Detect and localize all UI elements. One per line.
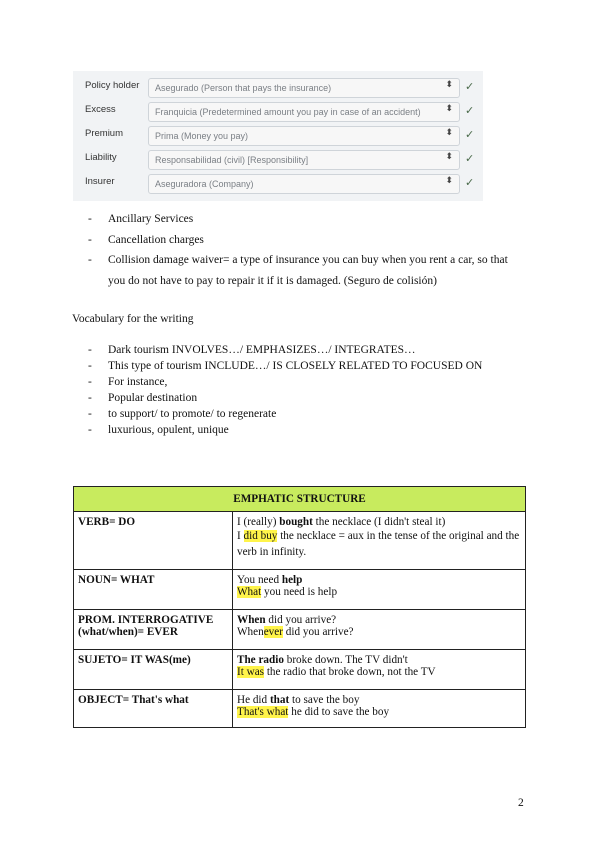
text-run: I (really): [237, 516, 280, 528]
excess-select[interactable]: [148, 102, 460, 122]
highlighted-text: What: [237, 586, 262, 598]
bullet-dash: -: [88, 424, 92, 436]
list-item: [88, 250, 518, 291]
table-title: EMPHATIC STRUCTURE: [74, 487, 526, 512]
list-item-text: Ancillary Services: [108, 213, 194, 225]
select-arrows-icon: ⬍: [445, 151, 453, 161]
bullet-dash: -: [88, 376, 92, 388]
list-item-text: Dark tourism INVOLVES…/ EMPHASIZES…/ INTEGRATES…: [108, 344, 416, 356]
table-row: [74, 690, 526, 728]
example-cell: [233, 512, 526, 570]
text-run: he did to save the boy: [288, 706, 390, 718]
text-run: to save the boy: [289, 694, 360, 706]
form-label: Policy holder: [85, 80, 140, 91]
list-item-text: This type of tourism INCLUDE…/ IS CLOSELY RELATED TO FOCUSED ON: [108, 360, 483, 372]
example-line: [237, 528, 521, 560]
bullet-dash: -: [88, 233, 92, 246]
highlighted-text: ever: [263, 626, 283, 638]
bold-text: that: [269, 694, 290, 706]
bullet-dash: -: [88, 344, 92, 356]
form-row-insurer: [73, 172, 483, 196]
vocabulary-list: [88, 343, 528, 439]
highlighted-text: did buy: [243, 530, 278, 542]
list-item: [88, 391, 528, 407]
select-value: Responsabilidad (civil) [Responsibility]: [155, 155, 309, 165]
select-arrows-icon: ⬍: [445, 175, 453, 185]
text-run: the necklace = aux in the tense of the original and the verb in infinity.: [237, 530, 520, 558]
example-line: [237, 586, 521, 598]
bullet-dash: -: [88, 408, 92, 420]
bullet-dash: -: [88, 213, 92, 225]
highlighted-text: It was: [237, 666, 265, 678]
form-row-excess: [73, 100, 483, 124]
form-row-premium: [73, 124, 483, 148]
bold-text: When: [237, 614, 266, 626]
list-item-text: Collision damage waiver= a type of insurance you can buy when you rent a car, so that you do not have to pay to repair it if it is damaged. (Seguro de colisión): [108, 254, 508, 287]
check-icon: ✓: [465, 81, 475, 93]
check-icon: ✓: [465, 153, 475, 165]
highlighted-text: That's what: [237, 706, 289, 718]
form-label: Insurer: [85, 176, 115, 187]
example-cell: [233, 610, 526, 650]
policy-holder-select[interactable]: [148, 78, 460, 98]
table-row: [74, 610, 526, 650]
list-item: [88, 212, 518, 233]
premium-select[interactable]: [148, 126, 460, 146]
table-row: [74, 570, 526, 610]
example-cell: [233, 690, 526, 728]
text-run: did you arrive?: [265, 614, 337, 626]
list-item: [88, 375, 528, 391]
select-value: Asegurado (Person that pays the insurance): [155, 83, 332, 93]
bullet-dash: -: [88, 392, 92, 404]
example-line: [237, 626, 521, 638]
check-icon: ✓: [465, 105, 475, 117]
structure-label: PROM. INTERROGATIVE (what/when)= EVER: [74, 610, 233, 650]
example-line: [237, 706, 521, 718]
select-arrows-icon: ⬍: [445, 103, 453, 113]
table-row: [74, 650, 526, 690]
text-run: the necklace (I didn't steal it): [312, 516, 446, 528]
structure-label: OBJECT= That's what: [74, 690, 233, 728]
example-line: [237, 694, 521, 706]
select-arrows-icon: ⬍: [445, 79, 453, 89]
table-header-row: [74, 487, 526, 512]
insurance-form-image: [73, 71, 483, 201]
text-run: When: [237, 626, 264, 638]
bullet-dash: -: [88, 254, 92, 266]
example-line: [237, 574, 521, 586]
text-run: broke down. The TV didn't: [283, 654, 408, 666]
example-line: [237, 516, 521, 528]
list-item: [88, 343, 528, 359]
bold-text: bought: [279, 516, 313, 528]
structure-label: NOUN= WHAT: [74, 570, 233, 610]
example-line: [237, 654, 521, 666]
list-item: [88, 407, 528, 423]
form-label: Excess: [85, 104, 116, 115]
form-label: Liability: [85, 152, 117, 163]
example-cell: [233, 570, 526, 610]
text-run: You need: [237, 574, 282, 586]
check-icon: ✓: [465, 177, 475, 189]
list-item-text: luxurious, opulent, unique: [108, 424, 229, 436]
select-arrows-icon: ⬍: [445, 127, 453, 137]
bullet-dash: -: [88, 360, 92, 372]
check-icon: ✓: [465, 129, 475, 141]
insurance-terms-list: [88, 212, 518, 291]
text-run: did you arrive?: [282, 626, 354, 638]
text-run: the radio that broke down, not the TV: [264, 666, 436, 678]
list-item: [88, 423, 528, 439]
text-run: He did: [237, 694, 270, 706]
structure-label: SUJETO= IT WAS(me): [74, 650, 233, 690]
example-line: [237, 666, 521, 678]
example-cell: [233, 650, 526, 690]
list-item: [88, 359, 528, 375]
liability-select[interactable]: [148, 150, 460, 170]
vocabulary-heading: Vocabulary for the writing: [72, 313, 194, 325]
bold-text: The radio: [237, 654, 284, 666]
table-row: [74, 512, 526, 570]
example-line: [237, 614, 521, 626]
form-row-policy-holder: [73, 76, 483, 100]
select-value: Aseguradora (Company): [155, 179, 254, 189]
text-run: I: [237, 530, 244, 542]
form-label: Premium: [85, 128, 124, 139]
emphatic-structure-table: [73, 486, 526, 728]
page-number: 2: [518, 797, 524, 809]
insurer-select[interactable]: [148, 174, 460, 194]
list-item-text: to support/ to promote/ to regenerate: [108, 408, 277, 420]
structure-label: VERB= DO: [74, 512, 233, 570]
text-run: you need is help: [261, 586, 338, 598]
list-item-text: Popular destination: [108, 392, 198, 404]
form-row-liability: [73, 148, 483, 172]
select-value: Franquicia (Predetermined amount you pay in case of an accident): [155, 107, 421, 117]
list-item-text: For instance,: [108, 376, 168, 388]
bold-text: help: [281, 574, 303, 586]
list-item-text: Cancellation charges: [108, 233, 204, 246]
select-value: Prima (Money you pay): [155, 131, 249, 141]
